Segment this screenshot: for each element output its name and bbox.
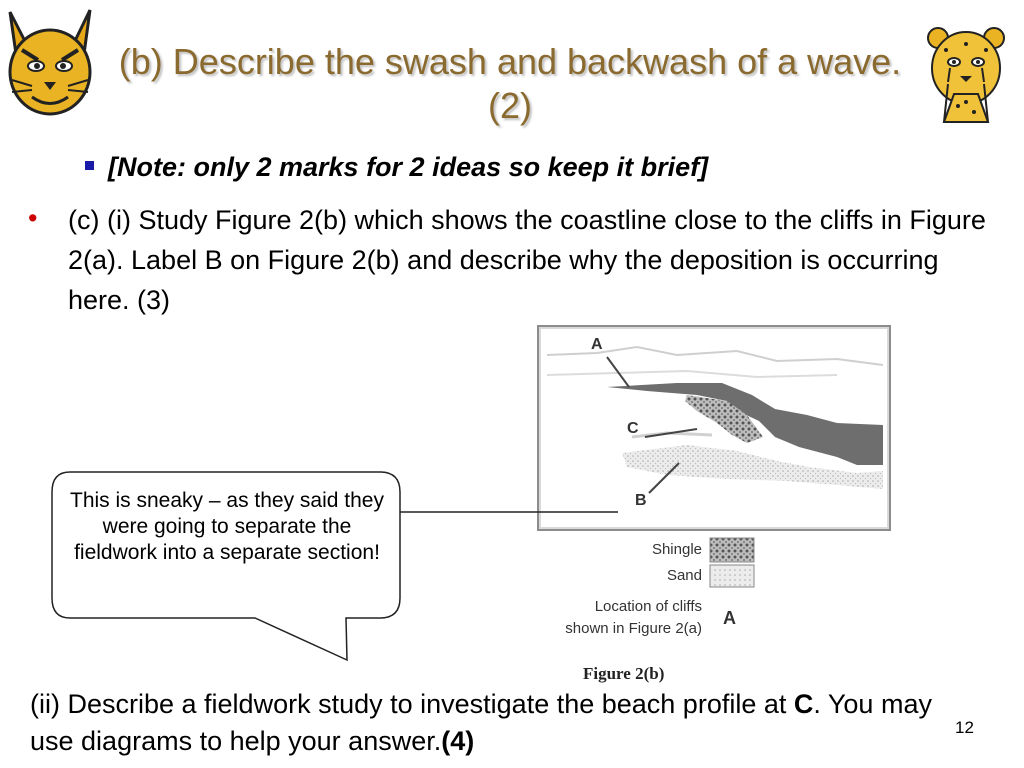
note-bullet — [85, 152, 708, 183]
legend-cliffs-line2: shown in Figure 2(a) — [565, 620, 702, 637]
question-ii-part2: . You may use diagrams to help your answer. — [30, 689, 932, 756]
question-ii-bold-c: C — [793, 689, 814, 719]
question-c-text: (c) (i) Study Figure 2(b) which shows the coastline close to the cliffs in Figure 2(a). Label B on Figure 2(b) and describe why the deposition is occurring here. (3) — [68, 205, 986, 315]
note-text: [Note: only 2 marks for 2 ideas so keep it brief] — [108, 152, 709, 182]
bullet-dot-icon: • — [28, 203, 38, 233]
callout-text: This is sneaky – as they said they were going to separate the fieldwork into a separate section! — [70, 489, 384, 564]
slide-title: (b) Describe the swash and backwash of a wave.(2) — [118, 41, 902, 126]
question-ii-text — [30, 686, 970, 760]
legend-shingle-label: Shingle — [651, 541, 702, 558]
figure-label-b: B — [635, 492, 647, 509]
question-ii-marks: (4) — [441, 726, 475, 756]
figure-label-a: A — [591, 336, 603, 353]
legend-cliffs-line1: Location of cliffs — [594, 598, 702, 615]
figure-label-c: C — [627, 420, 639, 437]
wildcat-face-icon — [2, 2, 98, 122]
question-ii-part1: (ii) Describe a fieldwork study to investigate the beach profile at — [30, 689, 794, 719]
legend-sand-label: Sand — [666, 567, 702, 584]
square-bullet-icon — [85, 161, 94, 170]
cheetah-face-icon — [918, 22, 1014, 130]
legend-sand-swatch — [709, 564, 755, 588]
legend-shingle-swatch — [709, 537, 755, 563]
figure-caption: Figure 2(b) — [583, 664, 665, 683]
question-c-bullet — [28, 200, 988, 320]
page-number: 12 — [955, 718, 974, 737]
legend-cliffs-marker: A — [723, 608, 736, 628]
